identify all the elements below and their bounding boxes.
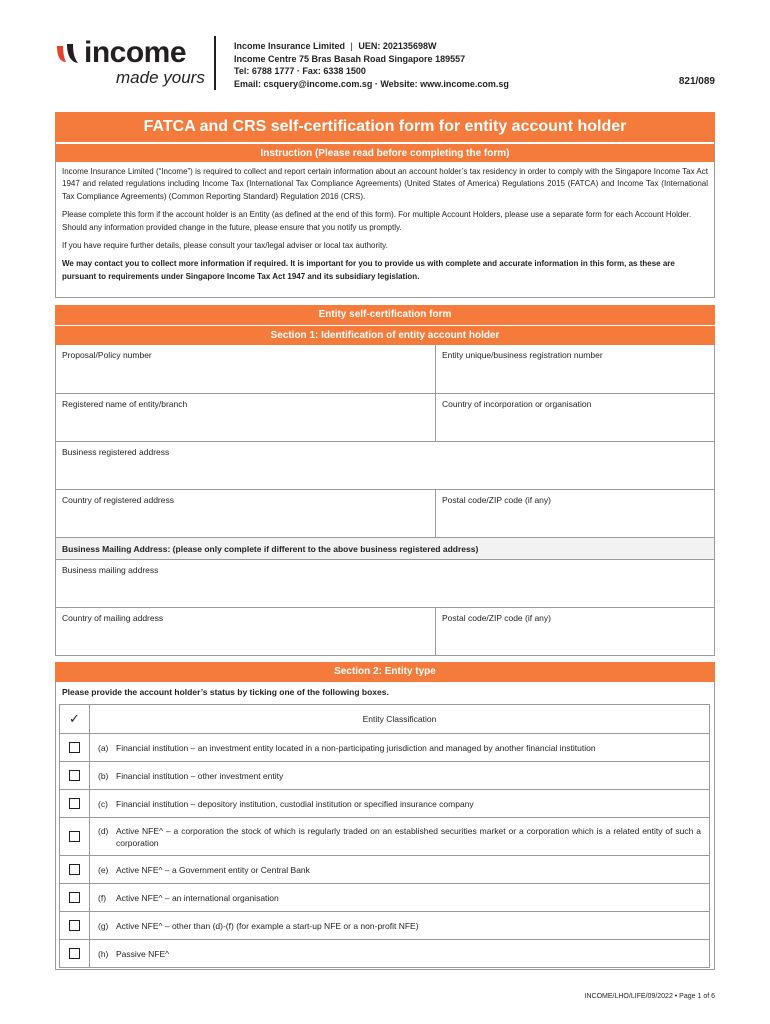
entity-option-checkbox-cell — [60, 856, 90, 883]
entity-option-description: Active NFE^ – other than (d)-(f) (for example a start-up NFE or a non-profit NFE) — [116, 920, 419, 931]
entity-option-h-checkbox[interactable] — [69, 948, 80, 959]
mailing-postal-label: Postal code/ZIP code (if any) — [442, 613, 551, 623]
entity-option-row — [60, 883, 709, 911]
section-1-row — [56, 441, 714, 489]
income-logo-mark-icon — [54, 42, 82, 66]
page-header — [0, 0, 770, 100]
entity-option-c-checkbox[interactable] — [69, 798, 80, 809]
entity-option-label: (f) — [98, 892, 107, 903]
section-2-intro: Please provide the account holder’s status by ticking one of the following boxes. — [62, 687, 389, 697]
company-phone-fax: Tel: 6788 1777 · Fax: 6338 1500 — [234, 66, 366, 77]
instruction-body — [56, 162, 714, 283]
section-1-grid — [55, 345, 715, 656]
section-1-row — [56, 393, 714, 441]
entity-option-label: (h) — [98, 948, 109, 959]
entity-option-row — [60, 939, 709, 967]
checkmark-icon: ✓ — [69, 711, 80, 726]
registered-name-field[interactable] — [56, 394, 436, 441]
entity-table-header — [60, 705, 709, 733]
entity-option-checkbox-cell — [60, 912, 90, 939]
country-mailing-field[interactable] — [56, 608, 436, 655]
section-1 — [55, 305, 715, 656]
entity-classification-table — [59, 704, 710, 968]
entity-option-checkbox-cell — [60, 940, 90, 967]
section-1-heading: Section 1: Identification of entity account holder — [55, 325, 715, 345]
business-address-label: Business registered address — [62, 447, 170, 457]
form-title: FATCA and CRS self-certification form for entity account holder — [55, 112, 715, 142]
section-1-row — [56, 607, 714, 655]
entity-option-text — [90, 734, 709, 761]
entity-option-row — [60, 855, 709, 883]
entity-option-text — [90, 856, 709, 883]
entity-option-description: Active NFE^ – a corporation the stock of which is regularly traded on an established securities market or a corporation which is a related entity of such a corporation — [116, 826, 701, 848]
entity-option-text — [90, 940, 709, 967]
entity-option-checkbox-cell — [60, 734, 90, 761]
company-name-line — [234, 40, 509, 53]
entity-classification-heading: Entity Classification — [362, 714, 437, 724]
country-incorporation-label: Country of incorporation or organisation — [442, 399, 592, 409]
instruction-para-4: We may contact you to collect more information if required. It is important for you to provide us with complete and accurate information in this form, as these are pursuant to requirements under Singapore Income Tax Act 1947 and its subsidiary legislation. — [62, 259, 675, 281]
company-details — [234, 40, 509, 90]
company-uen: UEN: 202135698W — [358, 41, 437, 51]
mailing-subheading: Business Mailing Address: (please only complete if different to the above business registered address) — [62, 544, 479, 554]
business-address-field[interactable] — [56, 442, 714, 489]
entity-option-b-checkbox[interactable] — [69, 770, 80, 781]
header-divider — [214, 36, 216, 90]
entity-form-heading: Entity self-certification form — [55, 305, 715, 325]
page-footer: INCOME/LHO/LIFE/09/2022 • Page 1 of 6 — [584, 993, 715, 1000]
form-code: 821/089 — [678, 76, 715, 87]
policy-number-label: Proposal/Policy number — [62, 350, 152, 360]
entity-option-description: Financial institution – other investment entity — [116, 770, 284, 781]
registration-number-label: Entity unique/business registration number — [442, 350, 603, 360]
registered-name-label: Registered name of entity/branch — [62, 399, 188, 409]
company-name: Income Insurance Limited — [234, 41, 346, 51]
entity-option-d-checkbox[interactable] — [69, 831, 80, 842]
entity-option-description: Active NFE^ – an international organisation — [116, 892, 279, 903]
company-address: Income Centre 75 Bras Basah Road Singapore 189557 — [234, 53, 466, 64]
entity-option-f-checkbox[interactable] — [69, 892, 80, 903]
entity-option-description: Financial institution – an investment entity located in a non-participating jurisdiction and managed by another financial institution — [116, 742, 596, 753]
entity-option-description: Financial institution – depository institution, custodial institution or specified insurance company — [116, 798, 474, 809]
entity-option-row — [60, 733, 709, 761]
entity-option-description: Passive NFE^ — [116, 948, 170, 959]
entity-option-label: (b) — [98, 770, 109, 781]
entity-option-label: (e) — [98, 864, 109, 875]
policy-number-field[interactable] — [56, 345, 436, 393]
instruction-box — [55, 142, 715, 298]
entity-option-label: (g) — [98, 920, 109, 931]
instruction-para-1: Income Insurance Limited (“Income”) is required to collect and report certain information about an account holder’s tax residency in order to comply with the Singapore Income Tax Act 1947 and related regulations including Income Tax (International Tax Compliance Agreements) (United States of America) Regulations 2015 (FATCA) and Income Tax (International Tax Compliance Agreements) (Common Reporting Standard) Regulation 2016 (CRS). — [62, 167, 708, 201]
registration-number-field[interactable] — [436, 345, 714, 393]
entity-option-description: Active NFE^ – a Government entity or Central Bank — [116, 864, 310, 875]
entity-option-checkbox-cell — [60, 818, 90, 855]
tick-column-header — [60, 705, 90, 733]
country-incorporation-field[interactable] — [436, 394, 714, 441]
instruction-para-3: If you have require further details, please consult your tax/legal adviser or local tax authority. — [62, 241, 388, 251]
entity-option-row — [60, 911, 709, 939]
section-2-heading: Section 2: Entity type — [55, 662, 715, 682]
section-1-row — [56, 345, 714, 393]
entity-option-text — [90, 762, 709, 789]
section-2 — [55, 662, 715, 682]
entity-option-label: (a) — [98, 742, 109, 753]
section-1-row — [56, 559, 714, 607]
entity-option-label: (d) — [98, 826, 109, 836]
entity-option-checkbox-cell — [60, 762, 90, 789]
country-mailing-label: Country of mailing address — [62, 613, 164, 623]
postal-code-field[interactable] — [436, 490, 714, 537]
entity-option-checkbox-cell — [60, 790, 90, 817]
entity-option-label: (c) — [98, 798, 108, 809]
entity-option-text — [90, 818, 709, 855]
logo-tagline: made yours — [116, 68, 205, 87]
country-registered-field[interactable] — [56, 490, 436, 537]
logo-wordmark: income — [84, 36, 187, 69]
instruction-para-2: Please complete this form if the account holder is an Entity (as defined at the end of this form). For multiple Account Holders, please use a separate form for each Account Holder. Should any information provided change in the future, please ensure that you notify us promptly. — [62, 210, 692, 232]
mailing-address-field[interactable] — [56, 560, 714, 607]
entity-option-checkbox-cell — [60, 884, 90, 911]
entity-option-e-checkbox[interactable] — [69, 864, 80, 875]
entity-option-text — [90, 884, 709, 911]
company-separator: | — [350, 41, 353, 51]
postal-code-label: Postal code/ZIP code (if any) — [442, 495, 551, 505]
mailing-subheading-row — [56, 537, 714, 559]
entity-option-g-checkbox[interactable] — [69, 920, 80, 931]
company-email-website: Email: csquery@income.com.sg · Website: www.income.com.sg — [234, 78, 509, 89]
entity-option-text — [90, 912, 709, 939]
mailing-postal-field[interactable] — [436, 608, 714, 655]
instruction-heading: Instruction (Please read before completing the form) — [56, 142, 714, 162]
entity-option-a-checkbox[interactable] — [69, 742, 80, 753]
mailing-address-label: Business mailing address — [62, 565, 159, 575]
entity-option-row — [60, 789, 709, 817]
income-logo — [54, 38, 214, 88]
section-1-row — [56, 489, 714, 537]
entity-option-row — [60, 817, 709, 855]
country-registered-label: Country of registered address — [62, 495, 174, 505]
entity-option-text — [90, 790, 709, 817]
entity-option-row — [60, 761, 709, 789]
